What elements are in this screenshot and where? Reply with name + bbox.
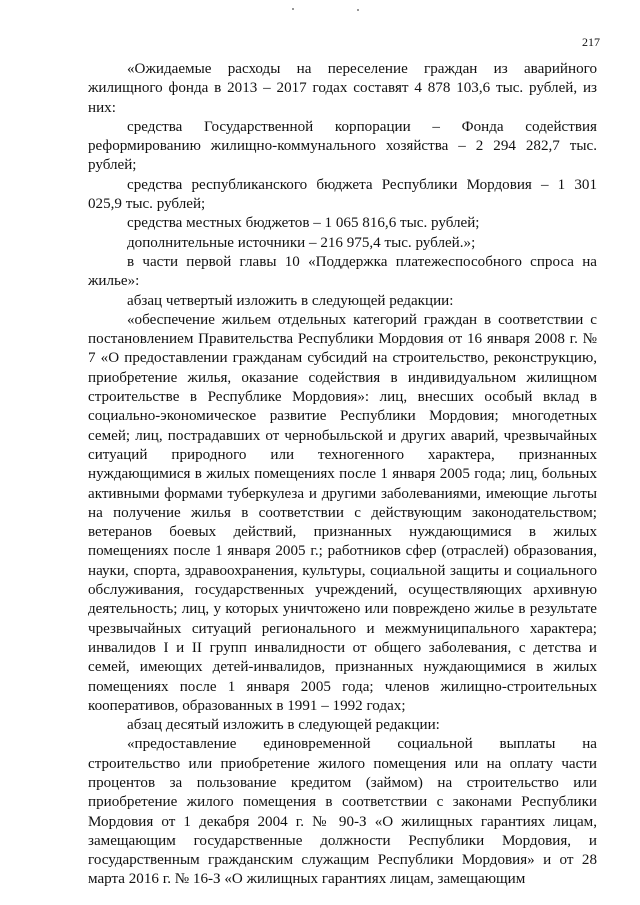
paragraph-additional-sources: дополнительные источники – 216 975,4 тыс. рублей.»; [127,234,476,251]
paragraph-republican-budget-funds: средства республиканского бюджета Республики Мордовия – 1 301 025,9 тыс. рублей; [88,176,597,213]
paragraph-state-corporation-funds: средства Государственной корпорации – Фонда содействия реформированию жилищно-коммунального хозяйства – 2 294 282,7 тыс. рублей; [88,118,597,174]
document-body [88,60,597,890]
paragraph-expected-expenses: «Ожидаемые расходы на переселение граждан из аварийного жилищного фонда в 2013 – 2017 годах составят 4 878 103,6 тыс. рублей, из них: [88,61,597,116]
scan-speck [292,8,294,10]
paragraph-fourth-clause-intro: абзац четвертый изложить в следующей редакции: [127,292,454,309]
paragraph-tenth-clause-intro: абзац десятый изложить в следующей редакции: [127,717,440,734]
paragraph-chapter-10-intro: в части первой главы 10 «Поддержка платежеспособного спроса на жилье»: [88,253,597,290]
page-number: 217 [582,35,600,49]
paragraph-local-budget-funds: средства местных бюджетов – 1 065 816,6 тыс. рублей; [127,215,480,232]
paragraph-one-time-payment: «предоставление единовременной социальной выплаты на строительство или приобретение жилого помещения или на оплату части процентов за пользование кредитом (займом) на строительство или приобретение жилого помещения в соответствии с законами Республики Мордовия от 1 декабря 2004 г. № 90-З «О жилищных гарантиях лицам, замещающим государственные должности Республики Мордовия, и государственным гражданским служащим Республики Мордовия» и от 28 марта 2016 г. № 16-З «О жилищных гарантиях лицам, замещающим [88,736,597,888]
paragraph-housing-categories: «обеспечение жильем отдельных категорий граждан в соответствии с постановлением Правительства Республики Мордовия от 16 января 2008 г. № 7 «О предоставлении гражданам субсидий на строительство, реконструкцию, приобретение жилья, оказание содействия в индивидуальном жилищном строительстве в Республике Мордовия»: лиц, внесших особый вклад в социально-экономическое развитие Республики Мордовия; многодетных семей; лиц, пострадавших от чернобыльской и других аварий, чрезвычайных ситуаций природного или техногенного характера, признанных нуждающимися в жилых помещениях после 1 января 2005 года; лиц, больных активными формами туберкулеза и другими заболеваниями, имеющие льготы на получение жилья в соответствии с действующим законодательством; ветеранов боевых действий, признанных нуждающимися в жилых помещениях после 1 января 2005 г.; работников сфер (отраслей) образования, науки, спорта, здравоохранения, культуры, социальной защиты и социального обслуживания, государственных учреждений, осуществляющих архивную деятельность; лиц, у которых уничтожено или повреждено жилье в результате чрезвычайных ситуаций регионального и межмуниципального характера; инвалидов I и II групп инвалидности от общего заболевания, с детства и семей, имеющих детей-инвалидов, признанных нуждающимися в жилых помещениях после 1 января 2005 года; членов жилищно-строительных кооперативов, образованных в 1991 – 1992 годах; [88,311,597,714]
scan-speck [357,9,359,11]
